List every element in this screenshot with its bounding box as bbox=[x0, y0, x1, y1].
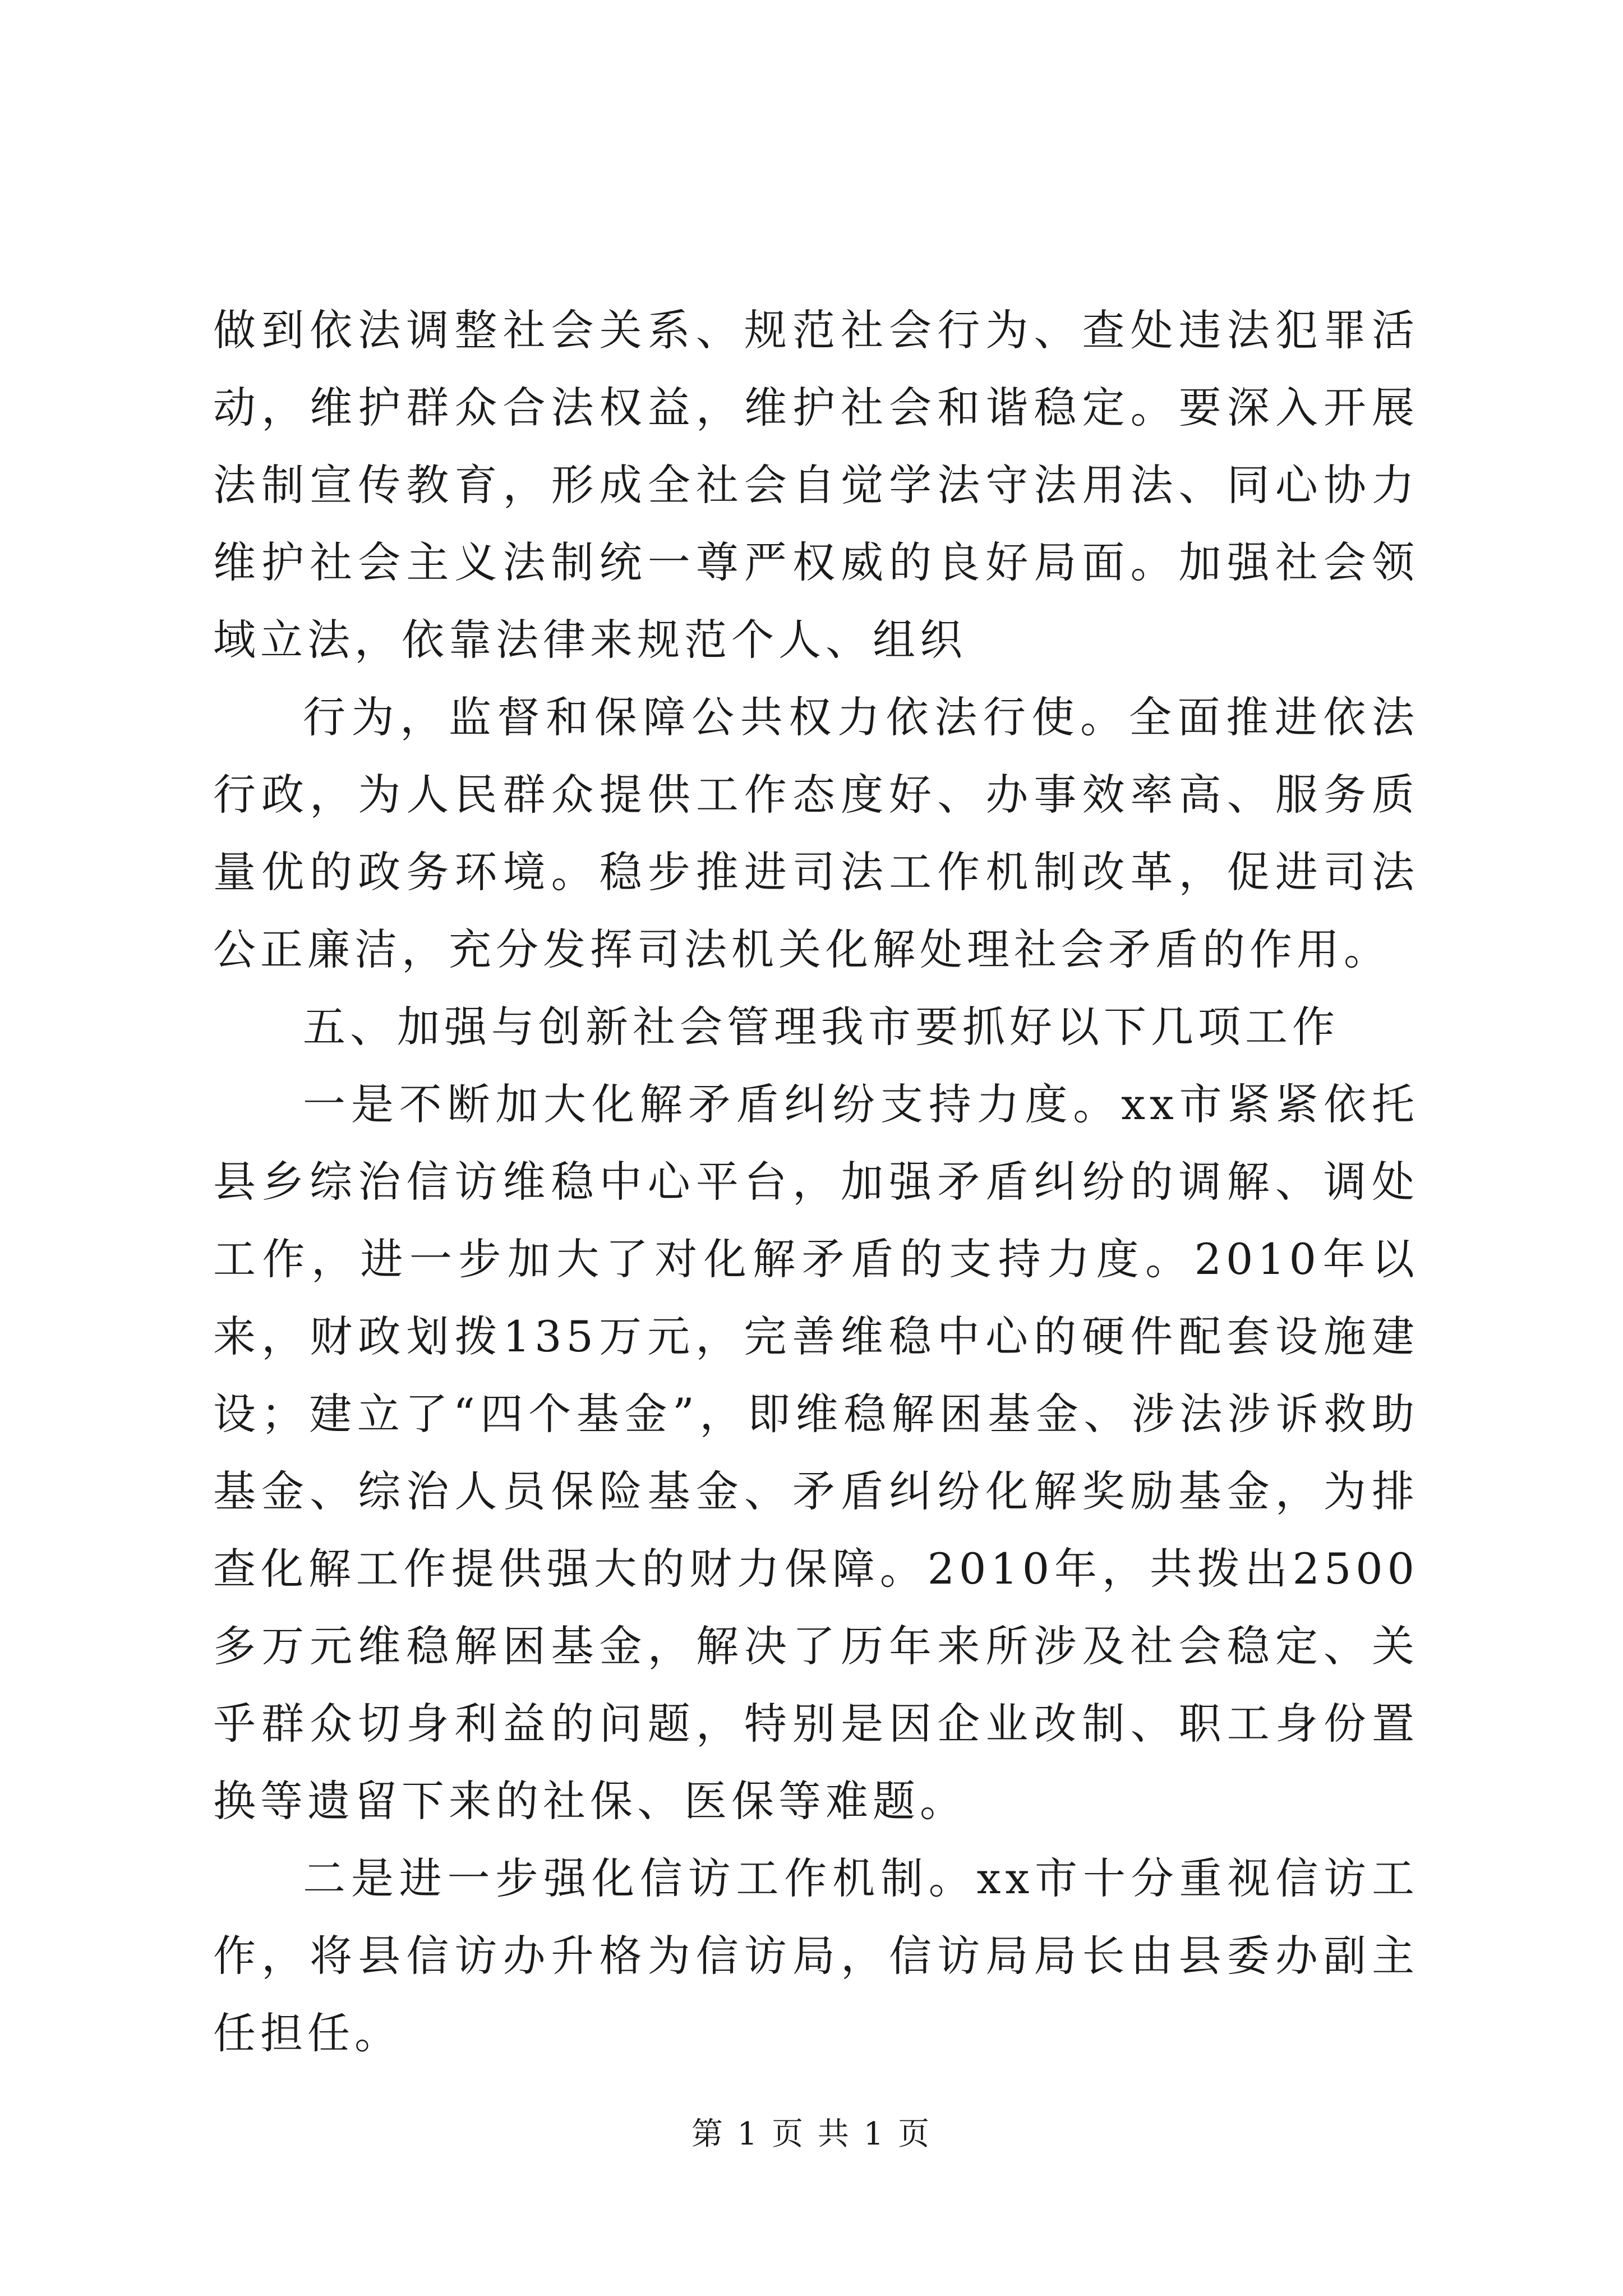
paragraph: 做到依法调整社会关系、规范社会行为、查处违法犯罪活动，维护群众合法权益，维护社会和谐稳定。要深入开展法制宣传教育，形成全社会自觉学法守法用法、同心协力维护社会主义法制统一尊严权威的良好局面。加强社会领域立法，依靠法律来规范个人、组织 bbox=[213, 305, 1419, 665]
paragraph: 一是不断加大化解矛盾纠纷支持力度。xx市紧紧依托县乡综治信访维稳中心平台，加强矛盾纠纷的调解、调处工作，进一步加大了对化解矛盾的支持力度。2010年以来，财政划拨135万元，完善维稳中心的硬件配套设施建设；建立了“四个基金”，即维稳解困基金、涉法涉诉救助基金、综治人员保险基金、矛盾纠纷化解奖励基金，为排查化解工作提供强大的财力保障。2010年，共拨出2500多万元维稳解困基金，解决了历年来所涉及社会稳定、关乎群众切身利益的问题，特别是因企业改制、职工身份置换等遗留下来的社保、医保等难题。 bbox=[213, 1079, 1419, 1826]
page-number-footer: 第 1 页 共 1 页 bbox=[691, 2116, 932, 2152]
paragraph: 二是进一步强化信访工作机制。xx市十分重视信访工作，将县信访办升格为信访局，信访局局长由县委办副主任担任。 bbox=[213, 1853, 1419, 2058]
paragraph: 行为，监督和保障公共权力依法行使。全面推进依法行政，为人民群众提供工作态度好、办事效率高、服务质量优的政务环境。稳步推进司法工作机制改革，促进司法公正廉洁，充分发挥司法机关化解处理社会矛盾的作用。 bbox=[213, 692, 1419, 974]
section-heading: 五、加强与创新社会管理我市要抓好以下几项工作 bbox=[303, 1002, 1339, 1052]
document-body bbox=[213, 292, 1419, 2072]
